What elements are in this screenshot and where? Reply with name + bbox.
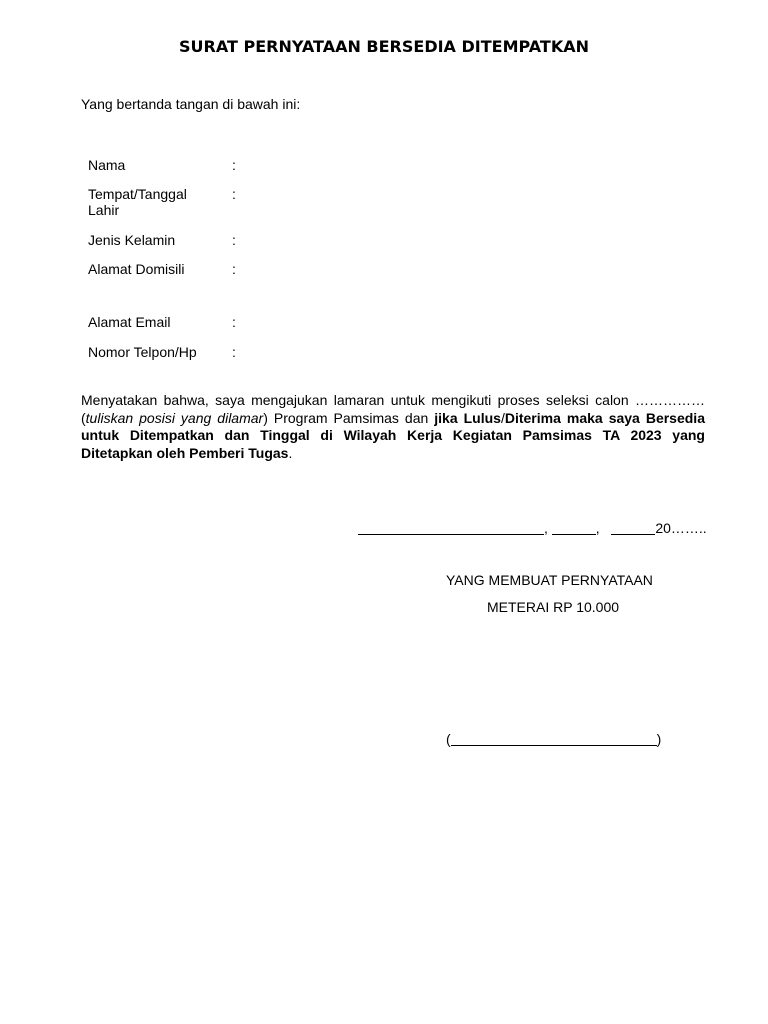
field-label-tempat-tanggal-lahir: Tempat/Tanggal Lahir xyxy=(88,186,187,218)
field-colon: : xyxy=(232,314,236,330)
statement-part1: Menyatakan bahwa, saya mengajukan lamaran untuk mengikuti proses seleksi calon …………… xyxy=(81,392,705,408)
signature-blank xyxy=(451,731,657,746)
field-label-nomor-telpon: Nomor Telpon/Hp xyxy=(88,344,197,360)
field-label-alamat-domisili: Alamat Domisili xyxy=(88,261,185,277)
statement-paren-close: ) xyxy=(263,409,268,426)
field-colon: : xyxy=(232,232,236,248)
signature-paren-close: ) xyxy=(656,731,662,747)
signature-line xyxy=(446,731,661,747)
field-colon: : xyxy=(232,186,236,202)
place-blank xyxy=(358,520,544,535)
field-label-jenis-kelamin: Jenis Kelamin xyxy=(88,232,176,248)
statement-bold: jika Lulus xyxy=(434,409,501,426)
field-colon: : xyxy=(232,261,236,277)
date-comma-1: , xyxy=(544,520,548,536)
day-blank xyxy=(552,520,596,535)
statement-part2: Program Pamsimas dan xyxy=(267,409,435,426)
year-prefix: 20 xyxy=(655,520,671,536)
statement-bold2: Diterima maka saya Bersedia untuk Ditempatkan dan Tinggal di Wilayah Kerja Kegiatan Pamsimas TA 2023 yang Ditetapkan oleh Pemberi Tugas xyxy=(81,409,705,461)
statement-paragraph xyxy=(81,392,705,462)
statement-end: . xyxy=(288,444,293,461)
maker-label: YANG MEMBUAT PERNYATAAN xyxy=(446,572,653,588)
signature-paren-open: ( xyxy=(446,731,451,747)
statement-slash: / xyxy=(500,409,505,426)
statement-paren-open: ( xyxy=(81,409,86,426)
intro-text: Yang bertanda tangan di bawah ini: xyxy=(81,96,301,112)
year-dots: …….. xyxy=(670,520,707,536)
field-label-nama: Nama xyxy=(88,157,126,173)
field-label-alamat-email: Alamat Email xyxy=(88,314,171,330)
field-colon: : xyxy=(232,344,236,360)
date-comma-2: , xyxy=(595,520,600,536)
date-place-line xyxy=(358,520,707,536)
field-colon: : xyxy=(232,157,236,173)
document-title: SURAT PERNYATAAN BERSEDIA DITEMPATKAN xyxy=(179,37,589,56)
month-blank xyxy=(611,520,655,535)
statement-italic: tuliskan posisi yang dilamar xyxy=(85,409,264,426)
meterai-label: METERAI RP 10.000 xyxy=(487,599,620,615)
